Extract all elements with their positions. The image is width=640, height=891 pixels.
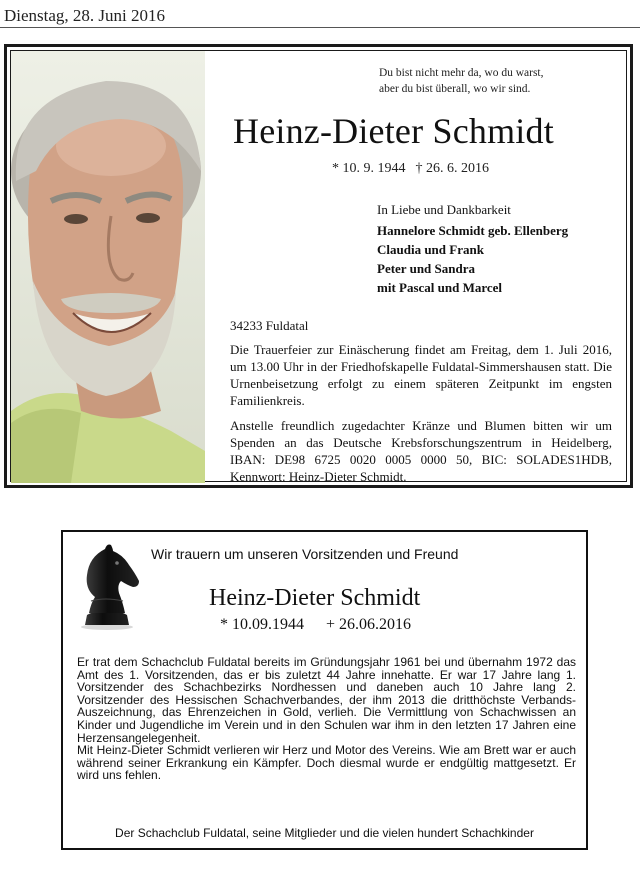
town: 34233 Fuldatal [230, 318, 309, 333]
donation-request: Anstelle freundlich zugedachter Kränze und Blumen bitten wir um Spenden an das Deutsche Krebsforschungszentrum in Heidelberg, IBAN: DE98 6725 0020 0005 0000 50, BIC: SOLADES1HDB, Kennwort: Heinz-Dieter Schmidt. [230, 418, 612, 484]
portrait-illustration [11, 51, 205, 483]
family-member: Peter und Sandra [377, 261, 475, 276]
chess-knight-icon [77, 541, 141, 631]
club-tribute-text: Er trat dem Schachclub Fuldatal bereits im Gründungsjahr 1961 bei und übernahm 1972 das Amt des 1. Vorsitzenden, das er bis zuletzt 44 Jahre innehatte. Er war 17 Jahre lang 1. Vorsitzender des Schachbezirks Nordhessen und daneben auch 10 Jahre lang 2. Vorsitzender des Hessischen Schachverbandes, der ihm 2013 die dritthöchste Verbands-Auszeichnung, das Ehrenzeichen in Gold, verlieh. Die Vermittlung von Schachwissen an Kinder und Jugendliche im Verein und in den Schulen war ihm in den letzten 17 Jahren eine Herzensangelegenheit. Mit Heinz-Dieter Schmidt verlieren wir Herz und Motor des Vereins. Wie am Brett war er auch während seiner Erkrankung ein Kämpfer. Doch diesmal wurde er endgültig mattgesetzt. Er wird uns fehlen. [77, 655, 576, 783]
quote-line: Du bist nicht mehr da, wo du warst, [379, 67, 544, 79]
death-date: + 26.06.2016 [326, 616, 412, 633]
club-signature: Der Schachclub Fuldatal, seine Mitglieder und die vielen hundert Schachkinder [115, 826, 534, 840]
funeral-details: Die Trauerfeier zur Einäscherung findet am Freitag, dem 1. Juli 2016, um 13.00 Uhr in der Friedhofskapelle Fuldatal-Simmershausen statt. Die Urnenbeisetzung erfolgt zu einem späteren Zeitpunkt im engsten Familienkreis. [230, 342, 612, 408]
header-divider [0, 27, 640, 28]
portrait-photo [11, 51, 205, 483]
club-heading: Wir trauern um unseren Vorsitzenden und Freund [151, 546, 459, 562]
family-member: Claudia und Frank [377, 242, 484, 257]
birth-date: * 10.09.1944 [220, 616, 304, 633]
family-list [377, 200, 568, 297]
deceased-name: Heinz-Dieter Schmidt [209, 585, 421, 611]
obituary-notice-family [4, 44, 633, 488]
deceased-name: Heinz-Dieter Schmidt [233, 111, 554, 151]
life-dates [220, 616, 411, 634]
family-member: Hannelore Schmidt geb. Ellenberg [377, 223, 569, 238]
family-intro: In Liebe und Dankbarkeit [377, 202, 511, 217]
notice-inner-frame [10, 50, 627, 482]
quote-line: aber du bist überall, wo wir sind. [379, 83, 531, 95]
obituary-notice-chess-club [61, 530, 588, 850]
family-member: mit Pascal und Marcel [377, 280, 503, 295]
death-date: † 26. 6. 2016 [415, 161, 489, 176]
memorial-quote [379, 65, 544, 97]
newspaper-date: Dienstag, 28. Juni 2016 [4, 6, 166, 25]
life-dates [332, 161, 489, 177]
birth-date: * 10. 9. 1944 [332, 161, 406, 176]
chess-knight-graphic [77, 541, 141, 631]
